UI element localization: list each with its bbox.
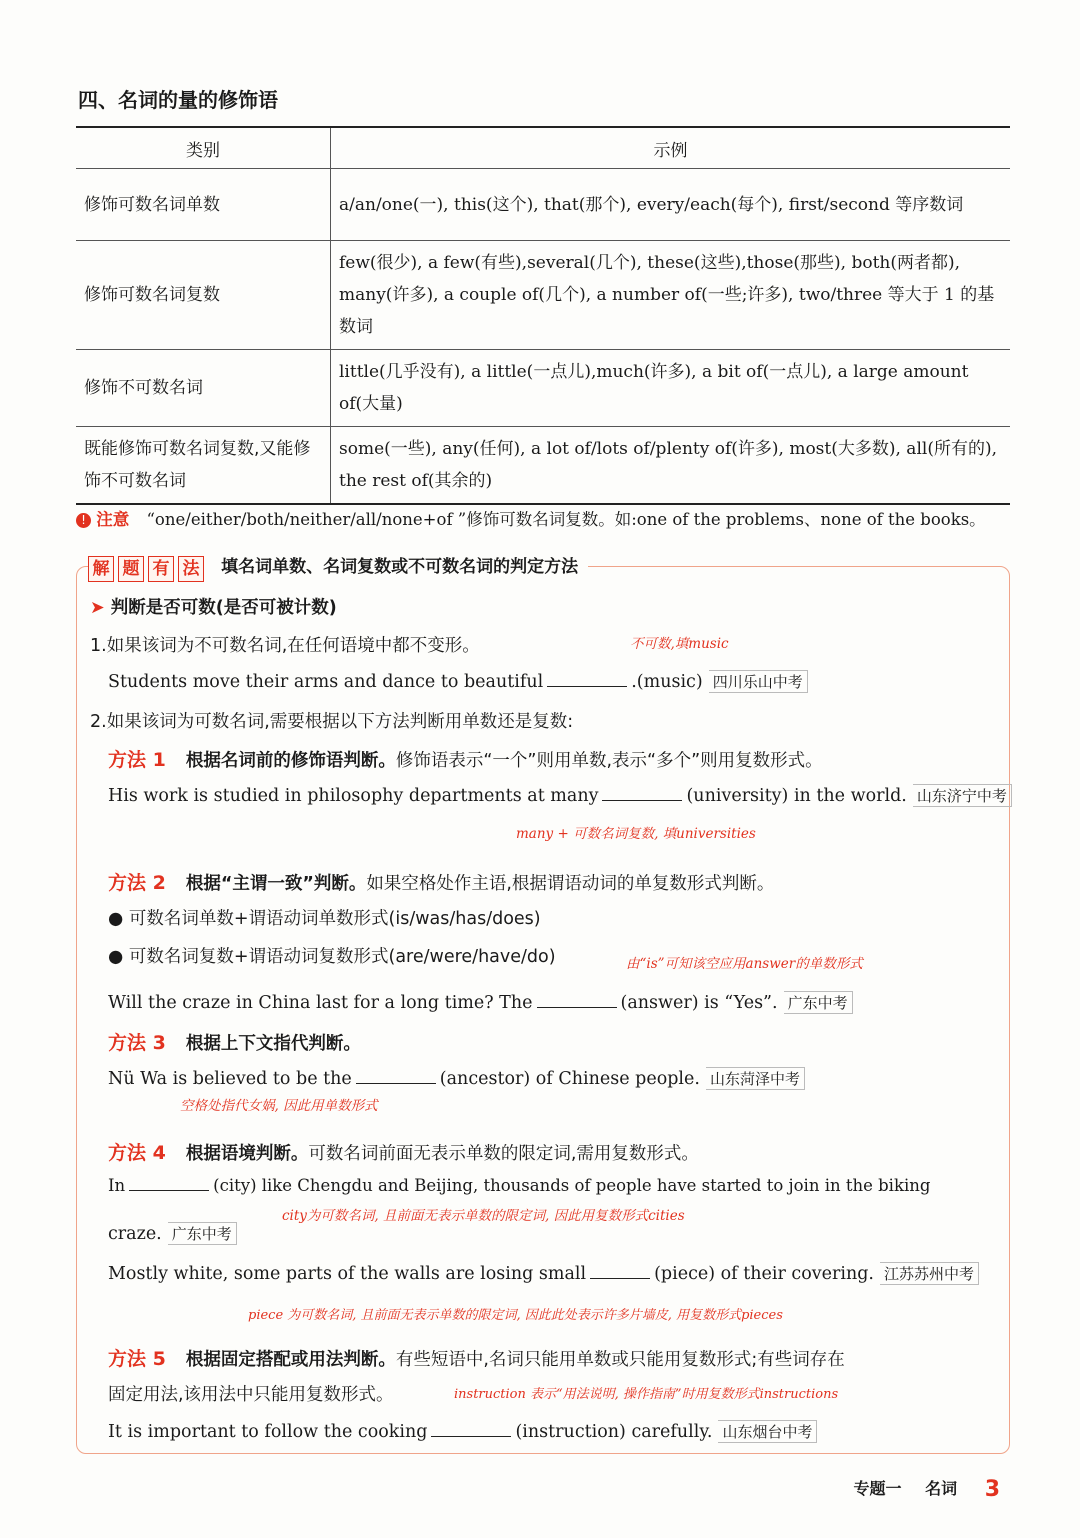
- method-1: [108, 745, 823, 772]
- handwritten-note: 不可数,填music: [630, 636, 729, 652]
- example-sentence: [108, 670, 808, 693]
- example-sentence: [108, 1176, 930, 1195]
- method-rule: 根据固定搭配或用法判断。: [185, 1350, 396, 1370]
- example-sentence: [108, 1420, 817, 1443]
- example-text: It is important to follow the cooking: [108, 1422, 428, 1442]
- footer-topic: 名词: [925, 1479, 958, 1498]
- method-5-cont: 固定用法,该用法中只能用复数形式。: [108, 1385, 394, 1405]
- arrow-icon: ➤: [90, 598, 105, 618]
- handwritten-note: many + 可数名词复数, 填universities: [516, 826, 756, 842]
- method-5: [108, 1344, 845, 1371]
- note-line: [76, 506, 986, 530]
- quantity-modifier-table: [76, 126, 1010, 505]
- handwritten-note: 空格处指代女娲, 因此用单数形式: [180, 1098, 378, 1114]
- method-rule: 根据上下文指代判断。: [185, 1034, 361, 1054]
- handwritten-note: piece 为可数名词, 且前面无表示单数的限定词, 因此此处表示许多片墙皮, 用复数形式pieces: [248, 1308, 783, 1323]
- method-2: [108, 868, 774, 895]
- table-cell-example: a/an/one(一), this(这个), that(那个), every/each(每个), first/second 等序数词: [331, 169, 1011, 241]
- tag-char: 题: [118, 556, 144, 582]
- method-label: 方法 1: [108, 749, 166, 771]
- bullet-text: 可数名词复数+谓语动词复数形式(are/were/have/do): [128, 947, 556, 967]
- example-text: Nü Wa is believed to be the: [108, 1069, 352, 1089]
- method-label: 方法 5: [108, 1348, 166, 1370]
- handwritten-note: city为可数名词, 且前面无表示单数的限定词, 因此用复数形式cities: [282, 1208, 685, 1224]
- method-box-title-text: 填名词单数、名词复数或不可数名词的判定方法: [221, 557, 579, 577]
- answer-blank[interactable]: [602, 786, 682, 801]
- handwritten-note: instruction 表示“用法说明, 操作指南”时用复数形式instructions: [454, 1387, 839, 1402]
- source-tag: 四川乐山中考: [709, 670, 808, 693]
- table-header-row: [76, 127, 1010, 169]
- table-row: [76, 350, 1010, 427]
- table-cell-category: 既能修饰可数名词复数,又能修饰不可数名词: [76, 427, 331, 505]
- footer-section: 专题一: [853, 1479, 902, 1498]
- note-text: “one/either/both/neither/all/none+of ”修饰可数名词复数。如:one of the problems、none of the books。: [146, 510, 986, 529]
- table-row: [76, 427, 1010, 505]
- answer-blank[interactable]: [590, 1264, 650, 1279]
- answer-blank[interactable]: [356, 1069, 436, 1084]
- bullet-item: ● 可数名词复数+谓语动词复数形式(are/were/have/do): [108, 947, 556, 967]
- example-sentence: [108, 784, 1012, 807]
- table-cell-example: few(很少), a few(有些),several(几个), these(这些),those(那些), both(两者都), many(许多), a couple of(几个), a number of(一些;许多), two/three 等大于 1 的基数词: [331, 241, 1011, 350]
- table-header-category: 类别: [76, 127, 331, 169]
- table-row: [76, 169, 1010, 241]
- table-cell-example: little(几乎没有), a little(一点儿),much(许多), a bit of(一点儿), a large amount of(大量): [331, 350, 1011, 427]
- tag-char: 有: [148, 556, 174, 582]
- method-rule: 根据名词前的修饰语判断。: [185, 751, 396, 771]
- exclamation-icon: !: [76, 513, 91, 528]
- example-text: Students move their arms and dance to beautiful: [108, 672, 544, 692]
- bullet-item: ● 可数名词单数+谓语动词单数形式(is/was/has/does): [108, 909, 541, 929]
- rule-2: 2.如果该词为可数名词,需要根据以下方法判断用单数还是复数:: [90, 712, 574, 732]
- page-footer: [854, 1476, 1001, 1502]
- subheading-text: 判断是否可数(是否可被计数): [110, 598, 337, 618]
- example-text: .(music): [631, 672, 703, 692]
- method-text: 有些短语中,名词只能用单数或只能用复数形式;有些词存在: [395, 1350, 845, 1370]
- source-tag: 广东中考: [168, 1222, 237, 1245]
- example-text: (ancestor) of Chinese people.: [439, 1069, 700, 1089]
- example-sentence: [108, 1067, 805, 1090]
- rule-1: 1.如果该词为不可数名词,在任何语境中都不变形。: [90, 636, 480, 656]
- method-3: [108, 1028, 361, 1055]
- subheading: [90, 594, 337, 619]
- example-text: In: [108, 1176, 126, 1195]
- example-text: craze.: [108, 1224, 162, 1244]
- method-label: 方法 3: [108, 1032, 166, 1054]
- source-tag: 山东济宁中考: [913, 784, 1012, 807]
- table-cell-category: 修饰不可数名词: [76, 350, 331, 427]
- example-sentence: [108, 991, 853, 1014]
- source-tag: 江苏苏州中考: [880, 1262, 979, 1285]
- tag-char: 解: [88, 556, 114, 582]
- table-cell-category: 修饰可数名词复数: [76, 241, 331, 350]
- answer-blank[interactable]: [537, 993, 617, 1008]
- bullet-text: 可数名词单数+谓语动词单数形式(is/was/has/does): [128, 909, 541, 929]
- section-heading: 四、名词的量的修饰语: [78, 88, 278, 112]
- table-cell-category: 修饰可数名词单数: [76, 169, 331, 241]
- method-rule: 根据语境判断。: [185, 1144, 309, 1164]
- example-sentence: [108, 1262, 979, 1285]
- handwritten-note: 由“is”可知该空应用answer的单数形式: [626, 956, 863, 972]
- source-tag: 广东中考: [784, 991, 853, 1014]
- example-text: (city) like Chengdu and Beijing, thousands of people have started to join in the biking: [213, 1176, 931, 1195]
- example-text: (answer) is “Yes”.: [620, 993, 778, 1013]
- example-text: Mostly white, some parts of the walls are losing small: [108, 1264, 587, 1284]
- note-label: 注意: [96, 510, 130, 529]
- example-text: (piece) of their covering.: [654, 1264, 874, 1284]
- answer-blank[interactable]: [431, 1422, 511, 1437]
- method-text: 如果空格处作主语,根据谓语动词的单复数形式判断。: [366, 874, 775, 894]
- table-cell-example: some(一些), any(任何), a lot of/lots of/plenty of(许多), most(大多数), all(所有的), the rest of(其余的): [331, 427, 1011, 505]
- example-sentence-cont: [108, 1222, 237, 1245]
- tag-char: 法: [178, 556, 204, 582]
- example-text: Will the craze in China last for a long time? The: [108, 993, 533, 1013]
- source-tag: 山东烟台中考: [718, 1420, 817, 1443]
- answer-blank[interactable]: [129, 1176, 209, 1191]
- method-label: 方法 4: [108, 1142, 166, 1164]
- example-text: (university) in the world.: [686, 786, 907, 806]
- table-header-example: 示例: [331, 127, 1011, 169]
- method-4: [108, 1138, 699, 1165]
- source-tag: 山东菏泽中考: [706, 1067, 805, 1090]
- example-text: His work is studied in philosophy departments at many: [108, 786, 599, 806]
- example-text: (instruction) carefully.: [515, 1422, 713, 1442]
- method-text: 可数名词前面无表示单数的限定词,需用复数形式。: [308, 1144, 699, 1164]
- answer-blank[interactable]: [547, 672, 627, 687]
- method-text: 修饰语表示“一个”则用单数,表示“多个”则用复数形式。: [395, 751, 823, 771]
- method-label: 方法 2: [108, 872, 166, 894]
- method-rule: 根据“主谓一致”判断。: [185, 874, 367, 894]
- method-box-title: [88, 552, 588, 582]
- table-row: [76, 241, 1010, 350]
- page-number: 3: [984, 1477, 1000, 1502]
